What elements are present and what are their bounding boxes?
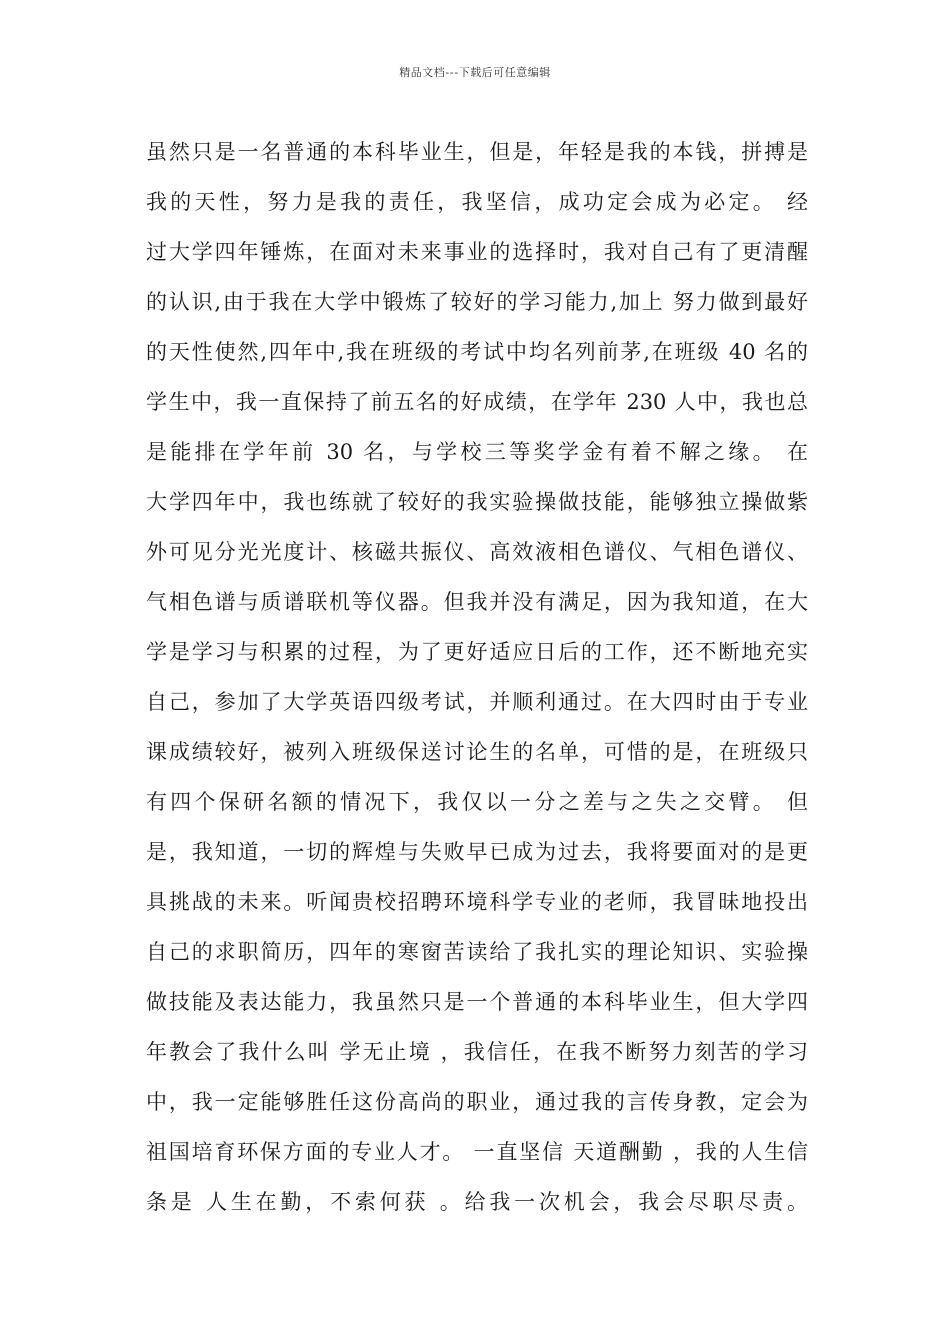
text-line: 年教会了我什么叫 学无止境 ，我信任，在我不断努力刻苦的学习 [146, 1040, 808, 1064]
text-line: 课成绩较好，被列入班级保送讨论生的名单，可惜的是，在班级只 [146, 740, 808, 764]
text-line: 祖国培育环保方面的专业人才。 一直坚信 天道酬勤 ，我的人生信 [146, 1140, 808, 1164]
text-line: 的天性使然,四年中,我在班级的考试中均名列前茅,在班级 40 名的 [146, 340, 808, 364]
text-line: 中，我一定能够胜任这份高尚的职业，通过我的言传身教，定会为 [146, 1090, 808, 1114]
text-line: 学是学习与积累的过程，为了更好适应日后的工作，还不断地充实 [146, 640, 808, 664]
text-line: 虽然只是一名普通的本科毕业生，但是，年轻是我的本钱，拼搏是 [146, 140, 808, 164]
text-line: 做技能及表达能力，我虽然只是一个普通的本科毕业生，但大学四 [146, 990, 808, 1014]
text-line: 有四个保研名额的情况下，我仅以一分之差与之失之交臂。 但 [146, 790, 808, 814]
text-line: 外可见分光光度计、核磁共振仪、高效液相色谱仪、气相色谱仪、 [146, 540, 808, 564]
text-line: 的认识,由于我在大学中锻炼了较好的学习能力,加上 努力做到最好 [146, 290, 808, 314]
text-line: 我的天性，努力是我的责任，我坚信，成功定会成为必定。 经 [146, 190, 808, 214]
text-line: 具挑战的未来。听闻贵校招聘环境科学专业的老师，我冒昧地投出 [146, 890, 808, 914]
text-line: 条是 人生在勤，不索何获 。给我一次机会，我会尽职尽责。 [146, 1190, 808, 1214]
page-header: 精品文档---下载后可任意编辑 [399, 66, 551, 79]
document-body [146, 127, 808, 1227]
text-line: 是，我知道，一切的辉煌与失败早已成为过去，我将要面对的是更 [146, 840, 808, 864]
text-line: 自己的求职简历，四年的寒窗苦读给了我扎实的理论知识、实验操 [146, 940, 808, 964]
text-line: 大学四年中，我也练就了较好的我实验操做技能，能够独立操做紫 [146, 490, 808, 514]
text-line: 过大学四年锤炼，在面对未来事业的选择时，我对自己有了更清醒 [146, 240, 808, 264]
text-line: 气相色谱与质谱联机等仪器。但我并没有满足，因为我知道，在大 [146, 590, 808, 614]
text-line: 自己，参加了大学英语四级考试，并顺利通过。在大四时由于专业 [146, 690, 808, 714]
text-line: 学生中，我一直保持了前五名的好成绩，在学年 230 人中，我也总 [146, 390, 808, 414]
text-line: 是能排在学年前 30 名，与学校三等奖学金有着不解之缘。 在 [146, 440, 808, 464]
